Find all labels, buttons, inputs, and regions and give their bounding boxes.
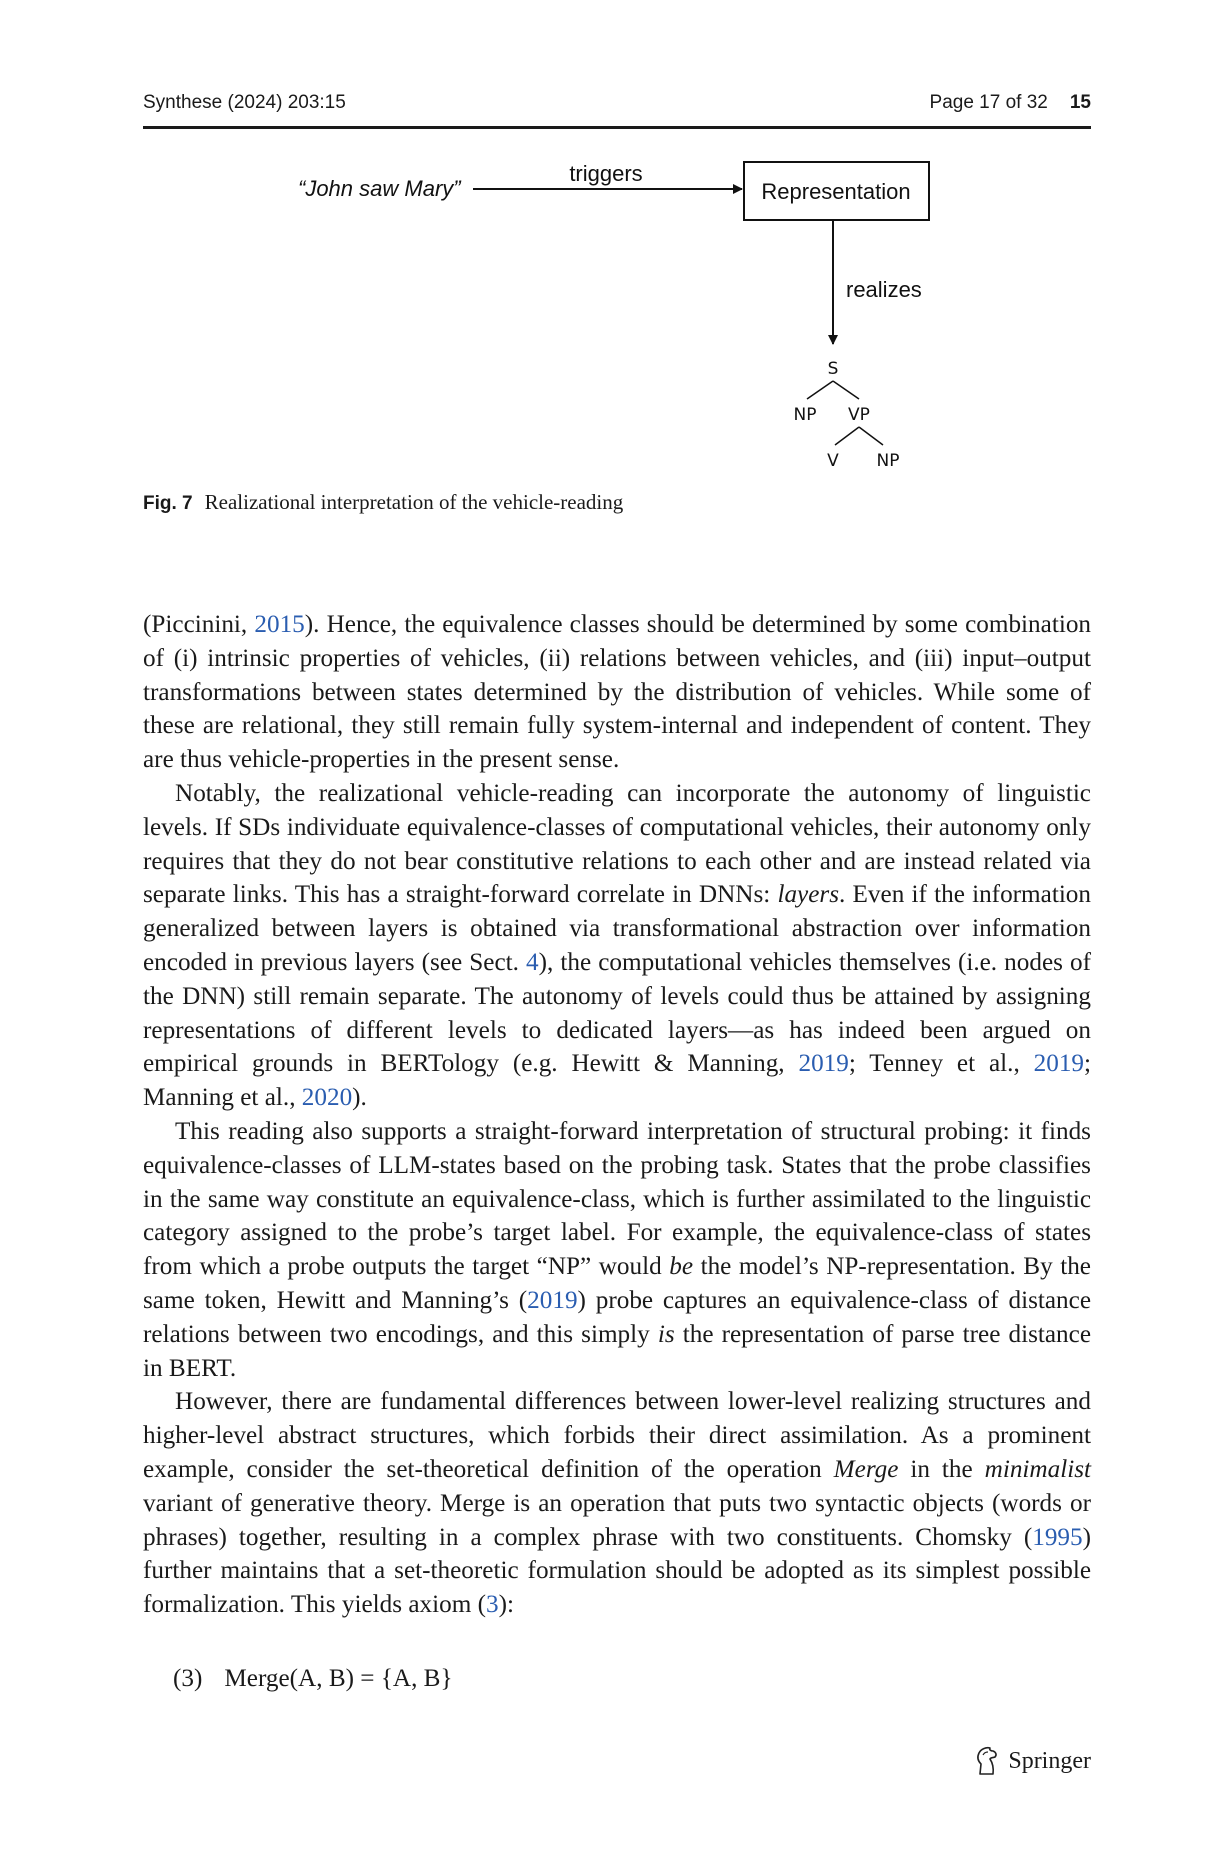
running-header: [143, 88, 1091, 118]
text-run: the representation of parse tree distance in BERT.: [143, 1320, 1092, 1382]
figure-diagram: [143, 145, 1091, 485]
body-text: [143, 608, 1091, 1622]
citation-link[interactable]: 1995: [1032, 1523, 1083, 1551]
example-link[interactable]: 3: [486, 1591, 499, 1619]
tree-edge: [859, 427, 883, 445]
citation-link[interactable]: 2019: [1033, 1050, 1084, 1078]
text-run: This reading also supports a straight-forward interpretation of structural probing: it finds equivalence-classes of LLM-states based on the probing task. States that the probe classifies in the same way constitute an equivalence-class, which is further assimilated to the linguistic category assigned to the probe’s target label. For example, the equivalence-class of states from which a probe outputs the target “NP” would: [143, 1117, 1091, 1281]
text-run: in the: [898, 1455, 985, 1483]
emphasis: be: [669, 1253, 694, 1281]
tree-edge: [833, 381, 859, 399]
text-run: variant of generative theory. Merge is an operation that puts two syntactic objects (words or phrases) together, resulting in a complex phrase with two constituents. Chomsky (: [143, 1489, 1091, 1551]
text-run: ) probe captures an equivalence-class of distance relations between two encodings, and this simply: [143, 1286, 1092, 1348]
text-run: ) further maintains that a set-theoretic formulation should be adopted as its simplest possible formalization. This yields axiom (: [143, 1523, 1091, 1619]
page-info: [930, 92, 1091, 114]
tree-node-v: V: [827, 451, 839, 471]
paragraph: [143, 777, 1091, 1115]
realizes-label: realizes: [846, 277, 922, 302]
representation-label: Representation: [761, 179, 911, 204]
triggers-label: triggers: [569, 161, 643, 186]
tree-edge: [835, 427, 859, 445]
caption-label: Fig. 7: [143, 493, 193, 514]
text-run: ). Hence, the equivalence classes should be determined by some combination of (i) intrinsic properties of vehicles, (ii) relations between vehicles, and (iii) input–output transformations between states determined by the distribution of vehicles. While some of these are relational, they still remain fully system-internal and independent of content. They are thus vehicle-properties in the present sense.: [143, 611, 1092, 774]
journal-citation: Synthese (2024) 203:15: [143, 92, 346, 113]
text-run: However, there are fundamental differences between lower-level realizing structures and higher-level abstract structures, which forbids their direct assimilation. As a prominent example, consider the set-theoretical definition of the operation: [143, 1388, 1091, 1483]
emphasis: is: [657, 1320, 675, 1348]
tree-edge: [807, 381, 833, 399]
page-of-label: Page 17 of 32: [929, 92, 1048, 113]
springer-horse-icon: [974, 1746, 1000, 1776]
text-run: ), the computational vehicles themselves (i.e. nodes of the DNN) still remain separate. The autonomy of levels could thus be attained by assigning representations of different levels to dedicated layers—as has indeed been argued on empirical grounds in BERTology (e.g. Hewitt & Manning,: [143, 948, 1091, 1078]
publisher-name: Springer: [1008, 1747, 1091, 1774]
example-number: (3): [173, 1665, 203, 1692]
input-sentence: “John saw Mary”: [298, 176, 461, 201]
text-run: the model’s NP-representation. By the same token, Hewitt and Manning’s (: [143, 1253, 1091, 1314]
publisher-footer: [974, 1743, 1091, 1779]
paragraph: [143, 1385, 1091, 1622]
emphasis: minimalist: [984, 1455, 1091, 1483]
text-run: ; Manning et al.,: [143, 1050, 1091, 1112]
figure-7: [143, 145, 1091, 485]
citation-link[interactable]: 2019: [527, 1286, 578, 1314]
emphasis: Merge: [833, 1455, 899, 1483]
figure-caption: [143, 490, 1091, 515]
header-rule: [143, 126, 1091, 129]
tree-node-np: NP: [793, 405, 817, 425]
citation-link[interactable]: 2015: [254, 611, 305, 638]
page-number: 15: [1069, 92, 1091, 113]
merge-formula: Merge(A, B) = {A, B}: [224, 1665, 453, 1692]
caption-text: Realizational interpretation of the vehicle-reading: [204, 490, 624, 514]
tree-node-s: S: [827, 359, 839, 379]
section-link[interactable]: 4: [526, 948, 539, 976]
tree-node-np: NP: [876, 451, 900, 471]
emphasis: layers: [777, 881, 840, 909]
syntax-tree: [794, 359, 900, 471]
citation-link[interactable]: 2019: [798, 1050, 849, 1078]
text-run: ).: [352, 1084, 367, 1112]
example-3: [173, 1665, 453, 1693]
paragraph: [143, 1115, 1091, 1385]
text-run: . Even if the information generalized between layers is obtained via transformational abstraction over information encoded in previous layers (see Sect.: [143, 881, 1091, 976]
citation-link[interactable]: 2020: [301, 1084, 353, 1112]
paragraph: [143, 608, 1091, 777]
text-run: ; Tenney et al.,: [848, 1050, 1034, 1078]
text-run: ):: [498, 1591, 514, 1619]
tree-node-vp: VP: [848, 405, 870, 425]
text-run: Notably, the realizational vehicle-reading can incorporate the autonomy of linguistic levels. If SDs individuate equivalence-classes of computational vehicles, their autonomy only requires that they do not bear constitutive relations to each other and are instead related via separate links. This has a straight-forward correlate in DNNs:: [143, 779, 1091, 909]
text-run: (Piccinini,: [143, 611, 255, 638]
